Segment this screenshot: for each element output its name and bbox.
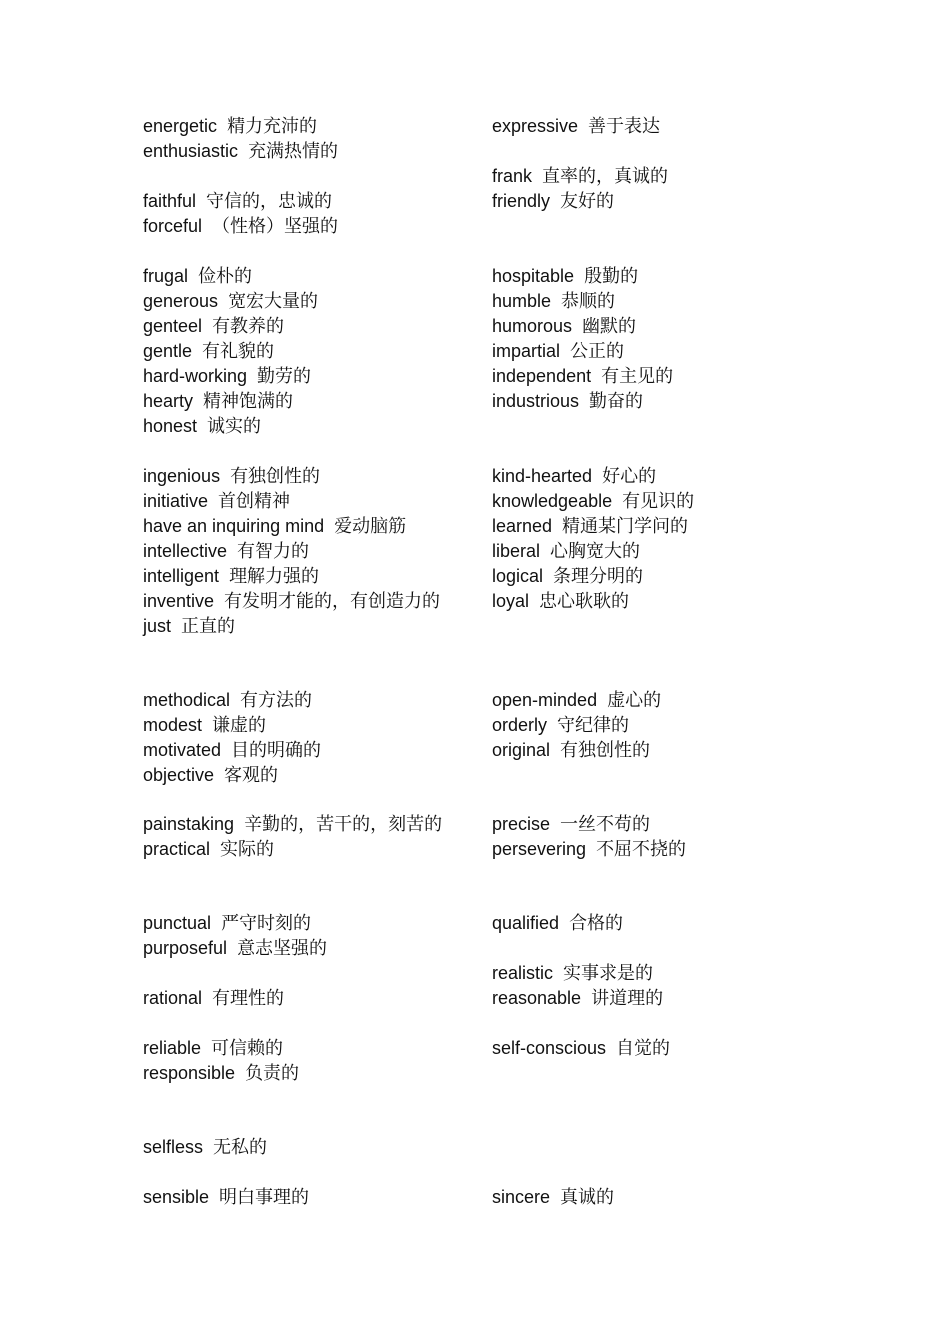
english-word: expressive [492, 116, 579, 136]
vocab-entry [492, 688, 661, 712]
english-word: loyal [492, 591, 530, 611]
vocab-entry [143, 1185, 309, 1209]
english-word: qualified [492, 913, 560, 933]
english-word: industrious [492, 391, 580, 411]
vocab-entry [143, 114, 317, 138]
english-word: genteel [143, 316, 203, 336]
english-word: kind-hearted [492, 466, 593, 486]
chinese-meaning: 精通某门学问的 [562, 516, 689, 537]
chinese-meaning: 宽宏大量的 [228, 291, 319, 312]
chinese-meaning: 合格的 [569, 913, 624, 934]
english-word: punctual [143, 913, 212, 933]
vocab-entry [492, 589, 629, 613]
english-word: reasonable [492, 988, 582, 1008]
english-word: hospitable [492, 266, 575, 286]
vocab-entry [492, 339, 624, 363]
vocab-entry [492, 713, 629, 737]
vocab-entry [143, 139, 338, 163]
vocab-entry [143, 289, 318, 313]
english-word: hearty [143, 391, 194, 411]
vocab-entry [492, 514, 688, 538]
english-word: self-conscious [492, 1038, 607, 1058]
chinese-meaning: 充满热情的 [248, 141, 339, 162]
vocab-entry [492, 264, 638, 288]
chinese-meaning: 有理性的 [212, 988, 285, 1009]
chinese-meaning: 有礼貌的 [202, 341, 275, 362]
english-word: hard-working [143, 366, 248, 386]
english-word: impartial [492, 341, 561, 361]
english-word: forceful [143, 216, 203, 236]
chinese-meaning: 俭朴的 [198, 266, 253, 287]
english-word: humorous [492, 316, 573, 336]
chinese-meaning: 有方法的 [240, 690, 313, 711]
vocab-entry [143, 1135, 267, 1159]
chinese-meaning: 实事求是的 [563, 963, 654, 984]
english-word: knowledgeable [492, 491, 613, 511]
english-word: enthusiastic [143, 141, 239, 161]
vocab-entry [143, 986, 284, 1010]
vocab-entry [143, 564, 319, 588]
chinese-meaning: 殷勤的 [584, 266, 639, 287]
vocab-entry [492, 464, 656, 488]
chinese-meaning: 有发明才能的，有创造力的 [224, 591, 441, 612]
english-word: energetic [143, 116, 218, 136]
english-word: frugal [143, 266, 189, 286]
english-word: have an inquiring mind [143, 516, 325, 536]
vocab-entry [143, 936, 327, 960]
chinese-meaning: 勤奋的 [589, 391, 644, 412]
english-word: faithful [143, 191, 197, 211]
vocab-entry [143, 489, 290, 513]
chinese-meaning: 客观的 [224, 765, 279, 786]
vocab-entry [492, 837, 686, 861]
chinese-meaning: 有智力的 [237, 541, 310, 562]
chinese-meaning: 幽默的 [582, 316, 637, 337]
vocab-entry [143, 1061, 299, 1085]
vocab-entry [143, 738, 321, 762]
english-word: ingenious [143, 466, 221, 486]
vocab-entry [492, 961, 653, 985]
chinese-meaning: 恭顺的 [561, 291, 616, 312]
chinese-meaning: 忠心耿耿的 [539, 591, 630, 612]
vocab-entry [143, 812, 442, 836]
chinese-meaning: 可信赖的 [211, 1038, 284, 1059]
chinese-meaning: 正直的 [181, 616, 236, 637]
chinese-meaning: 有独创性的 [230, 466, 321, 487]
chinese-meaning: 真诚的 [560, 1187, 615, 1208]
chinese-meaning: 负责的 [245, 1063, 300, 1084]
chinese-meaning: 守信的，忠诚的 [206, 191, 333, 212]
vocab-entry [143, 763, 278, 787]
vocab-entry [492, 911, 623, 935]
chinese-meaning: 有教养的 [212, 316, 285, 337]
chinese-meaning: 讲道理的 [591, 988, 664, 1009]
vocab-entry [143, 713, 266, 737]
chinese-meaning: 好心的 [602, 466, 657, 487]
chinese-meaning: 精神饱满的 [203, 391, 294, 412]
chinese-meaning: 友好的 [560, 191, 615, 212]
vocab-entry [143, 911, 311, 935]
vocab-entry [143, 614, 235, 638]
chinese-meaning: 明白事理的 [219, 1187, 310, 1208]
chinese-meaning: 无私的 [213, 1137, 268, 1158]
chinese-meaning: 意志坚强的 [237, 938, 328, 959]
chinese-meaning: 爱动脑筋 [334, 516, 407, 537]
chinese-meaning: 有见识的 [622, 491, 695, 512]
chinese-meaning: 一丝不苟的 [560, 814, 651, 835]
english-word: modest [143, 715, 203, 735]
chinese-meaning: 严守时刻的 [221, 913, 312, 934]
vocab-entry [143, 214, 338, 238]
english-word: painstaking [143, 814, 235, 834]
vocab-entry [492, 539, 640, 563]
vocab-entry [492, 738, 650, 762]
vocab-entry [492, 289, 615, 313]
english-word: open-minded [492, 690, 598, 710]
english-word: orderly [492, 715, 548, 735]
chinese-meaning: 首创精神 [218, 491, 291, 512]
english-word: intellective [143, 541, 228, 561]
vocab-entry [143, 264, 252, 288]
vocab-entry [143, 688, 312, 712]
chinese-meaning: 谦虚的 [212, 715, 267, 736]
english-word: liberal [492, 541, 541, 561]
vocab-entry [492, 189, 614, 213]
vocab-entry [492, 489, 694, 513]
vocab-entry [143, 514, 406, 538]
vocab-entry [143, 339, 274, 363]
english-word: learned [492, 516, 553, 536]
english-word: humble [492, 291, 552, 311]
english-word: responsible [143, 1063, 236, 1083]
english-word: intelligent [143, 566, 220, 586]
vocab-entry [492, 812, 650, 836]
chinese-meaning: 有独创性的 [560, 740, 651, 761]
english-word: motivated [143, 740, 222, 760]
vocab-entry [492, 1185, 614, 1209]
chinese-meaning: 自觉的 [616, 1038, 671, 1059]
chinese-meaning: 心胸宽大的 [550, 541, 641, 562]
vocab-entry [143, 1036, 283, 1060]
vocab-entry [492, 986, 663, 1010]
english-word: practical [143, 839, 211, 859]
english-word: logical [492, 566, 544, 586]
chinese-meaning: 守纪律的 [557, 715, 630, 736]
english-word: rational [143, 988, 203, 1008]
vocab-entry [143, 539, 309, 563]
english-word: independent [492, 366, 592, 386]
vocab-entry [492, 164, 668, 188]
english-word: realistic [492, 963, 554, 983]
vocab-entry [143, 837, 274, 861]
vocab-entry [492, 364, 673, 388]
vocab-entry [143, 414, 261, 438]
english-word: persevering [492, 839, 587, 859]
vocab-entry [492, 389, 643, 413]
vocab-entry [492, 114, 660, 138]
chinese-meaning: 实际的 [220, 839, 275, 860]
chinese-meaning: 善于表达 [588, 116, 661, 137]
vocab-entry [492, 1036, 670, 1060]
english-word: generous [143, 291, 219, 311]
vocab-entry [143, 364, 311, 388]
chinese-meaning: 有主见的 [601, 366, 674, 387]
english-word: gentle [143, 341, 193, 361]
english-word: sincere [492, 1187, 551, 1207]
vocab-entry [143, 589, 440, 613]
english-word: methodical [143, 690, 231, 710]
english-word: reliable [143, 1038, 202, 1058]
english-word: selfless [143, 1137, 204, 1157]
chinese-meaning: 直率的，真诚的 [542, 166, 669, 187]
english-word: purposeful [143, 938, 228, 958]
chinese-meaning: 勤劳的 [257, 366, 312, 387]
english-word: original [492, 740, 551, 760]
vocab-entry [492, 314, 636, 338]
chinese-meaning: 虚心的 [607, 690, 662, 711]
chinese-meaning: 条理分明的 [553, 566, 644, 587]
vocab-entry [143, 464, 320, 488]
chinese-meaning: 精力充沛的 [227, 116, 318, 137]
chinese-meaning: 理解力强的 [229, 566, 320, 587]
english-word: objective [143, 765, 215, 785]
chinese-meaning: 目的明确的 [231, 740, 322, 761]
english-word: initiative [143, 491, 209, 511]
vocab-entry [143, 314, 284, 338]
vocab-entry [492, 564, 643, 588]
vocab-entry [143, 389, 293, 413]
english-word: precise [492, 814, 551, 834]
english-word: honest [143, 416, 198, 436]
english-word: friendly [492, 191, 551, 211]
vocab-entry [143, 189, 332, 213]
english-word: frank [492, 166, 533, 186]
chinese-meaning: 诚实的 [207, 416, 262, 437]
english-word: inventive [143, 591, 215, 611]
english-word: just [143, 616, 172, 636]
chinese-meaning: 不屈不挠的 [596, 839, 687, 860]
chinese-meaning: 辛勤的，苦干的，刻苦的 [244, 814, 443, 835]
chinese-meaning: 公正的 [570, 341, 625, 362]
english-word: sensible [143, 1187, 210, 1207]
chinese-meaning: （性格）坚强的 [212, 216, 339, 237]
